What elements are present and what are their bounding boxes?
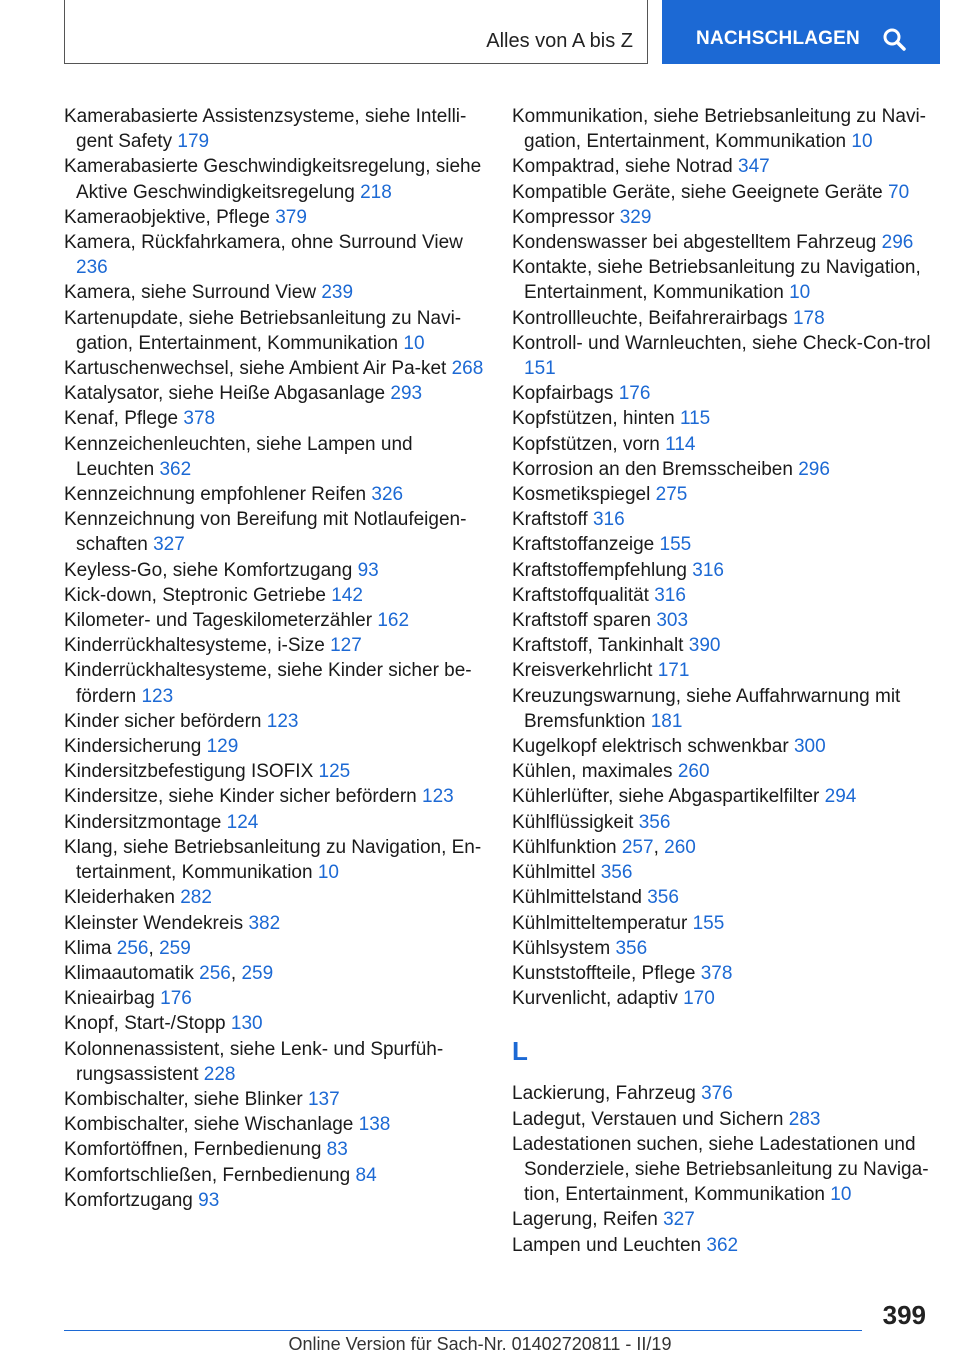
index-entry	[64, 759, 484, 784]
page-link[interactable]: 356	[600, 862, 633, 884]
page-link[interactable]: 176	[618, 383, 651, 405]
index-entry	[512, 810, 932, 835]
entry-term: Korrosion an den Bremsscheiben	[512, 458, 793, 480]
page-link[interactable]: 300	[793, 736, 826, 758]
index-entry	[64, 1087, 484, 1112]
page-link[interactable]: 329	[619, 206, 652, 228]
index-group-l	[512, 1081, 932, 1257]
page-link[interactable]: 10	[403, 332, 425, 354]
page-link[interactable]: 123	[422, 786, 454, 808]
entry-term: Kartenupdate, siehe Betriebsanleitung zu Navi-gation, Entertainment, Kommunikation	[64, 307, 462, 354]
entry-term: Kleiderhaken	[64, 887, 175, 909]
page-link[interactable]: 10	[317, 862, 339, 884]
entry-term: Knieairbag	[64, 988, 155, 1010]
index-entry	[64, 885, 484, 910]
page-link[interactable]: 303	[656, 610, 689, 632]
footer-divider	[64, 1330, 862, 1331]
footer-text: Online Version für Sach-Nr. 01402720811 - II/19	[288, 1334, 672, 1354]
entry-term: Lagerung, Reifen	[512, 1209, 658, 1231]
index-entry	[512, 331, 932, 381]
entry-term: Kombischalter, siehe Wischanlage	[64, 1114, 354, 1136]
index-entry	[512, 986, 932, 1011]
index-entry	[64, 1188, 484, 1213]
page-link[interactable]: 316	[592, 509, 625, 531]
index-entry	[64, 432, 484, 482]
page-link[interactable]: 356	[615, 937, 648, 959]
page-link[interactable]: 378	[183, 408, 216, 430]
index-entry	[512, 658, 932, 683]
index-entry	[512, 961, 932, 986]
entry-term: Kondenswasser bei abgestelltem Fahrzeug	[512, 232, 877, 254]
index-entry	[512, 1132, 932, 1208]
entry-term: Kühlmittelstand	[512, 887, 642, 909]
index-entry	[64, 205, 484, 230]
index-entry	[64, 810, 484, 835]
header-section-box	[64, 0, 648, 64]
entry-term: Kick-down, Steptronic Getriebe	[64, 584, 326, 606]
index-entry	[64, 154, 484, 204]
page-link[interactable]: 130	[230, 1013, 263, 1035]
page-link[interactable]: 114	[665, 433, 696, 455]
entry-term: Kameraobjektive, Pflege	[64, 206, 270, 228]
index-entry	[512, 558, 932, 583]
entry-term: Kühlen, maximales	[512, 761, 673, 783]
entry-term: Kartuschenwechsel, siehe Ambient Air Pa-ket	[64, 358, 447, 380]
entry-term: Kraftstoffanzeige	[512, 534, 655, 556]
entry-term: Kontrollleuchte, Beifahrerairbags	[512, 307, 788, 329]
page-link[interactable]: 84	[355, 1164, 377, 1186]
index-entry	[64, 1137, 484, 1162]
index-entry	[512, 684, 932, 734]
index-entry	[512, 1081, 932, 1106]
page-link[interactable]: 362	[159, 458, 192, 480]
page-link[interactable]: 123	[141, 685, 174, 707]
entry-term: Komfortschließen, Fernbedienung	[64, 1164, 351, 1186]
index-entry	[64, 986, 484, 1011]
page-link[interactable]: 259	[241, 962, 274, 984]
page-link[interactable]: 228	[203, 1063, 236, 1085]
page-link[interactable]: 379	[275, 206, 307, 228]
entry-term: Kraftstoffempfehlung	[512, 559, 687, 581]
page-link[interactable]: 257	[621, 836, 654, 858]
page-link[interactable]: 378	[700, 962, 733, 984]
index-entry	[512, 381, 932, 406]
entry-term: Kindersitze, siehe Kinder sicher befördern	[64, 786, 417, 808]
entry-term: Kompaktrad, siehe Notrad	[512, 156, 733, 178]
index-entry	[64, 1011, 484, 1036]
page-link[interactable]: 93	[198, 1189, 220, 1211]
page-link[interactable]: 293	[390, 383, 423, 405]
index-entry	[512, 432, 932, 457]
index-entry	[512, 583, 932, 608]
page-link[interactable]: 236	[76, 257, 108, 279]
index-entry	[512, 180, 932, 205]
index-entry	[64, 104, 484, 154]
entry-term: Komfortzugang	[64, 1189, 193, 1211]
entry-term: Kennzeichenleuchten, siehe Lampen und Leuchten	[64, 433, 413, 480]
entry-term: Kamera, Rückfahrkamera, ohne Surround View	[64, 232, 463, 254]
page-link[interactable]: 155	[692, 912, 725, 934]
page-link[interactable]: 356	[638, 811, 671, 833]
page-link[interactable]: 362	[706, 1234, 739, 1256]
index-entry	[64, 911, 484, 936]
entry-term: Kinder sicher befördern	[64, 710, 262, 732]
index-entry	[512, 230, 932, 255]
page-link[interactable]: 170	[683, 988, 715, 1010]
index-entry	[64, 709, 484, 734]
page-link[interactable]: 282	[180, 887, 212, 909]
entry-term: Kombischalter, siehe Blinker	[64, 1088, 303, 1110]
index-entry	[512, 911, 932, 936]
index-entry	[64, 1163, 484, 1188]
entry-term: Kreuzungswarnung, siehe Auffahrwarnung mit Bremsfunktion	[512, 685, 901, 732]
page-link[interactable]: 347	[738, 156, 770, 178]
page-link[interactable]: 138	[358, 1114, 391, 1136]
index-entry	[512, 1233, 932, 1258]
entry-term: Kurvenlicht, adaptiv	[512, 988, 678, 1010]
page-link[interactable]: 283	[788, 1108, 821, 1130]
entry-term: Keyless-Go, siehe Komfortzugang	[64, 559, 353, 581]
index-entry: Klima 256, 259	[64, 937, 191, 959]
entry-term: Kinderrückhaltesysteme, i-Size	[64, 635, 325, 657]
entry-term: Kopfstützen, vorn	[512, 433, 660, 455]
entry-term: Kolonnenassistent, siehe Lenk- und Spurfüh-rungsassistent	[64, 1038, 444, 1085]
index-entry	[512, 205, 932, 230]
page-link[interactable]: 390	[688, 635, 721, 657]
entry-term: Kindersitzmontage	[64, 811, 222, 833]
index-entry	[512, 457, 932, 482]
index-entry	[64, 583, 484, 608]
entry-term: Kunststoffteile, Pflege	[512, 962, 696, 984]
index-entry	[64, 658, 484, 708]
entry-term: Kosmetikspiegel	[512, 484, 651, 506]
entry-term: Kühlmitteltemperatur	[512, 912, 688, 934]
index-entry	[512, 734, 932, 759]
entry-term: Kinderrückhaltesysteme, siehe Kinder sicher be-fördern	[64, 660, 472, 707]
page-link[interactable]: 256	[116, 937, 149, 959]
section-title: Alles von A bis Z	[486, 30, 633, 52]
entry-term: Knopf, Start-/Stopp	[64, 1013, 226, 1035]
page-link[interactable]: 376	[701, 1083, 733, 1105]
page-link[interactable]: 239	[321, 282, 354, 304]
page-link[interactable]: 260	[677, 761, 710, 783]
page-link[interactable]: 316	[692, 559, 724, 581]
index-entry	[64, 734, 484, 759]
index-entry	[512, 255, 932, 305]
entry-term: Lackierung, Fahrzeug	[512, 1083, 696, 1105]
index-entry	[512, 104, 932, 154]
page-link[interactable]: 178	[792, 307, 825, 329]
page-link[interactable]: 316	[654, 584, 686, 606]
page-link[interactable]: 142	[331, 584, 363, 606]
index-entry	[512, 1207, 932, 1232]
page-link[interactable]: 296	[798, 458, 830, 480]
index-entry	[64, 381, 484, 406]
page-link[interactable]: 162	[377, 610, 410, 632]
index-entry	[64, 306, 484, 356]
entry-term: Kommunikation, siehe Betriebsanleitung zu Navi-gation, Entertainment, Kommunikation	[512, 106, 926, 153]
index-entry	[64, 1112, 484, 1137]
page-link[interactable]: 10	[789, 282, 811, 304]
entry-term: Kühlerlüfter, siehe Abgaspartikelfilter	[512, 786, 820, 808]
index-entry	[64, 558, 484, 583]
index-entry	[64, 633, 484, 658]
search-icon[interactable]	[882, 27, 906, 51]
page-link[interactable]: 125	[318, 761, 351, 783]
page-link[interactable]: 83	[326, 1139, 348, 1161]
entry-term: Kühlmittel	[512, 862, 596, 884]
index-column-left	[64, 104, 484, 1213]
page-link[interactable]: 382	[248, 912, 281, 934]
page-number: 399	[882, 1300, 926, 1330]
entry-term: Ladegut, Verstauen und Sichern	[512, 1108, 784, 1130]
index-entry: Kühlfunktion 257, 260	[512, 836, 696, 858]
entry-term: Ladestationen suchen, siehe Ladestationen und Sonderziele, siehe Betriebsanleitung zu Naviga-tion, Entertainment, Kommunikation	[512, 1133, 929, 1206]
index-entry	[512, 406, 932, 431]
page-link[interactable]: 151	[524, 358, 556, 380]
page-link[interactable]: 10	[830, 1184, 852, 1206]
page-link[interactable]: 218	[360, 181, 392, 203]
page-link[interactable]: 93	[357, 559, 379, 581]
entry-term: Kennzeichnung von Bereifung mit Notlaufeigen-schaften	[64, 509, 467, 556]
entry-term: Kraftstoff, Tankinhalt	[512, 635, 684, 657]
page-link[interactable]: 115	[679, 408, 711, 430]
index-column-right	[512, 104, 932, 1258]
entry-term: Klang, siehe Betriebsanleitung zu Navigation, En-tertainment, Kommunikation	[64, 836, 482, 884]
entry-term: Kenaf, Pflege	[64, 408, 179, 430]
index-entry	[64, 356, 484, 381]
index-entry: Klimaautomatik 256, 259	[64, 962, 274, 984]
page-link[interactable]: 326	[371, 484, 404, 506]
page-link[interactable]: 70	[888, 181, 910, 203]
entry-term: Kompressor	[512, 206, 615, 228]
index-entry	[64, 482, 484, 507]
entry-term: Kühlflüssigkeit	[512, 811, 634, 833]
entry-term: Lampen und Leuchten	[512, 1234, 702, 1256]
index-entry	[512, 154, 932, 179]
page-link[interactable]: 127	[330, 635, 362, 657]
tab-label: NACHSCHLAGEN	[696, 28, 860, 49]
index-entry	[64, 1037, 484, 1087]
nachschlagen-tab[interactable]	[662, 0, 940, 64]
index-group-k	[512, 104, 932, 1011]
page-link[interactable]: 327	[663, 1209, 695, 1231]
page-link[interactable]: 124	[226, 811, 259, 833]
page-link[interactable]: 171	[657, 660, 690, 682]
entry-term: Kamera, siehe Surround View	[64, 282, 317, 304]
entry-term: Kühlfunktion	[512, 836, 617, 858]
entry-term: Kraftstoff sparen	[512, 610, 652, 632]
page-link[interactable]: 256	[199, 962, 231, 984]
page-link[interactable]: 327	[153, 534, 185, 556]
entry-term: Kompatible Geräte, siehe Geeignete Geräte	[512, 181, 883, 203]
entry-term: Klima	[64, 937, 112, 959]
entry-term: Kontakte, siehe Betriebsanleitung zu Navigation, Entertainment, Kommunikation	[512, 257, 921, 304]
index-entry	[512, 482, 932, 507]
index-entry	[512, 759, 932, 784]
page-link[interactable]: 179	[177, 131, 210, 153]
page-link[interactable]: 123	[266, 710, 299, 732]
page-link[interactable]: 294	[824, 786, 857, 808]
page-link[interactable]: 176	[160, 988, 192, 1010]
index-entry	[64, 507, 484, 557]
index-entry	[512, 507, 932, 532]
entry-term: Kontroll- und Warnleuchten, siehe Check-Con-trol	[512, 332, 931, 354]
page-link[interactable]: 137	[307, 1088, 340, 1110]
entry-term: Kopfairbags	[512, 383, 614, 405]
index-entry	[512, 784, 932, 809]
entry-term: Kraftstoff	[512, 509, 588, 531]
page-link[interactable]: 296	[881, 232, 914, 254]
page-link[interactable]: 268	[451, 358, 484, 380]
index-entry	[64, 784, 484, 809]
index-entry	[64, 835, 484, 885]
page-link[interactable]: 356	[647, 887, 679, 909]
index-entry	[512, 936, 932, 961]
index-entry	[512, 1107, 932, 1132]
page-link[interactable]: 181	[650, 710, 683, 732]
index-entry	[64, 608, 484, 633]
entry-term: Kindersitzbefestigung ISOFIX	[64, 761, 314, 783]
entry-term: Komfortöffnen, Fernbedienung	[64, 1139, 322, 1161]
index-entry	[64, 280, 484, 305]
entry-term: Kindersicherung	[64, 736, 202, 758]
entry-term: Kopfstützen, hinten	[512, 408, 675, 430]
index-entry	[64, 230, 484, 280]
index-entry	[64, 406, 484, 431]
page-link[interactable]: 155	[659, 534, 692, 556]
page-link[interactable]: 275	[655, 484, 688, 506]
entry-term: Kugelkopf elektrisch schwenkbar	[512, 736, 789, 758]
entry-term: Katalysator, siehe Heiße Abgasanlage	[64, 383, 386, 405]
entry-term: Kraftstoffqualität	[512, 584, 649, 606]
page-link[interactable]: 10	[851, 131, 873, 153]
entry-term: Kreisverkehrlicht	[512, 660, 653, 682]
letter-heading: L	[512, 1036, 528, 1067]
index-entry	[512, 306, 932, 331]
entry-term: Kamerabasierte Geschwindigkeitsregelung, siehe Aktive Geschwindigkeitsregelung	[64, 156, 482, 203]
entry-term: Kleinster Wendekreis	[64, 912, 244, 934]
entry-term: Kennzeichnung empfohlener Reifen	[64, 484, 367, 506]
index-entry	[512, 860, 932, 885]
entry-term: Kamerabasierte Assistenzsysteme, siehe Intelli-gent Safety	[64, 106, 467, 153]
entry-term: Kühlsystem	[512, 937, 611, 959]
index-entry	[512, 633, 932, 658]
entry-term: Klimaautomatik	[64, 962, 194, 984]
index-entry	[512, 532, 932, 557]
index-entry	[512, 885, 932, 910]
page-link[interactable]: 129	[206, 736, 239, 758]
page-link[interactable]: 260	[664, 836, 696, 858]
entry-term: Kilometer- und Tageskilometerzähler	[64, 610, 373, 632]
page-link[interactable]: 259	[159, 937, 191, 959]
index-entry	[512, 608, 932, 633]
